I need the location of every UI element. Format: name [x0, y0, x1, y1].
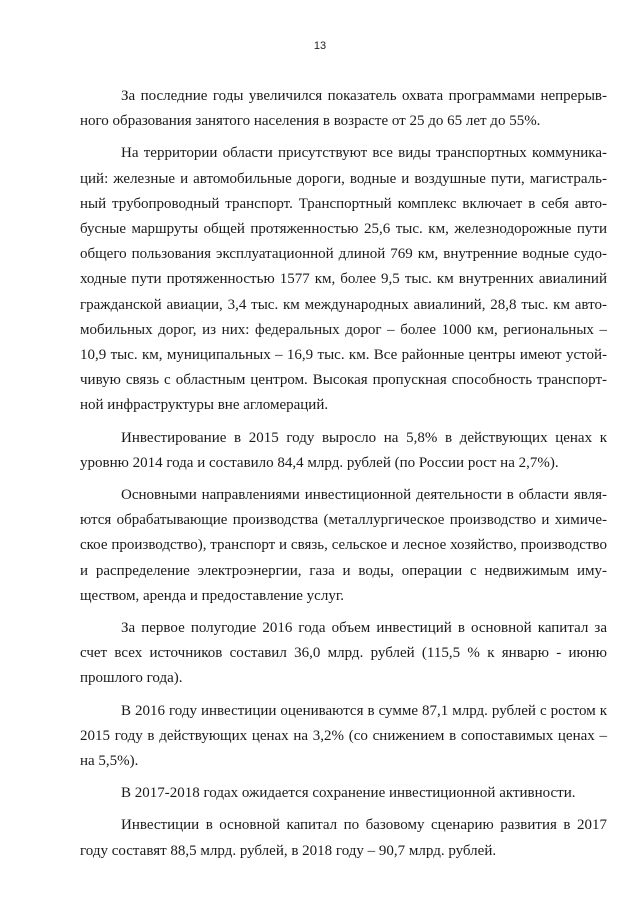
paragraph-transport-infrastructure: На территории области присутствуют все виды транспортных коммуникаций: железные и автомобильные дороги, водные и воздушные пути, магистральный трубопроводный транспорт. Транспортный комплекс включает в себя автобусные маршруты общей протяженностью 25,6 тыс. км, железнодорожные пути общего пользования эксплуатационной длиной 769 км, внутренние водные судоходные пути протяженностью 1577 км, более 9,5 тыс. км внутренних авиалиний гражданской авиации, 3,4 тыс. км международных авиалиний, 28,8 тыс. км автомобильных дорог, из них: федеральных дорог – более 1000 км, региональных – 10,9 тыс. км, муниципальных – 16,9 тыс. км. Все районные центры имеют устойчивую связь с областным центром. Высокая пропускная способность транспортной инфраструктуры вне агломераций.	[80, 145, 607, 414]
paragraph-education-coverage: За последние годы увеличился показатель охвата программами непрерывного образования занятого населения в возрасте от 25 до 65 лет до 55%.	[80, 88, 607, 130]
paragraph-investment-directions: Основными направлениями инвестиционной деятельности в области являются обрабатывающие производства (металлургическое производство и химическое производство), транспорт и связь, сельское и лесное хозяйство, производство и распределение электроэнергии, газа и воды, операции с недвижимым имуществом, аренда и предоставление услуг.	[80, 487, 607, 604]
page-number: 13	[313, 40, 327, 52]
body-text	[80, 84, 607, 864]
paragraph-investment-2016-estimate: В 2016 году инвестиции оцениваются в сумме 87,1 млрд. рублей с ростом к 2015 году в действующих ценах на 3,2% (со снижением в сопоставимых ценах – на 5,5%).	[80, 702, 607, 770]
paragraph-investment-h1-2016: За первое полугодие 2016 года объем инвестиций в основной капитал за счет всех источников составил 36,0 млрд. рублей (115,5 % к январю - июню прошлого года).	[80, 620, 607, 687]
paragraph-investment-forecast: Инвестиции в основной капитал по базовому сценарию развития в 2017 году составят 88,5 млрд. рублей, в 2018 году – 90,7 млрд. рублей.	[80, 817, 607, 859]
paragraph-investment-2015: Инвестирование в 2015 году выросло на 5,8% в действующих ценах к уровню 2014 года и составило 84,4 млрд. рублей (по России рост на 2,7%).	[80, 429, 607, 471]
paragraph-investment-2017-2018-outlook: В 2017-2018 годах ожидается сохранение инвестиционной активности.	[121, 785, 576, 802]
